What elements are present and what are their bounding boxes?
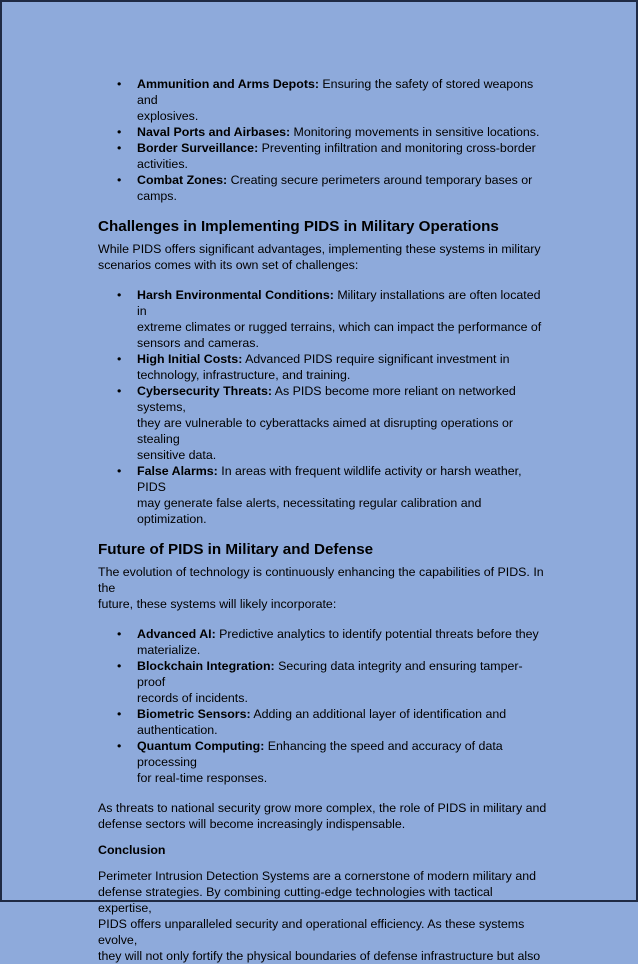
conclusion-paragraph: Perimeter Intrusion Detection Systems are a cornerstone of modern military and defense strategies. By combining cutting-edge technologies with tactical expertise, PIDS offers unparalleled security and operational efficiency. As these systems evolve, they will not only fortify the physical boundaries of defense infrastructure but also	[98, 869, 541, 963]
section-heading-challenges: Challenges in Implementing PIDS in Military Operations	[98, 218, 499, 235]
list-item: • Ammunition and Arms Depots: Ensuring the safety of stored weapons and explosives.	[98, 76, 548, 124]
future-outro: As threats to national security grow more complex, the role of PIDS in military and defense sectors will become increasingly indispensable.	[98, 801, 547, 831]
future-intro: The evolution of technology is continuously enhancing the capabilities of PIDS. In the future, these systems will likely incorporate:	[98, 565, 544, 611]
future-list	[98, 626, 548, 786]
deployment-list	[98, 76, 548, 204]
list-item: • Advanced AI: Predictive analytics to identify potential threats before they materialize.	[98, 626, 548, 658]
list-item: • Combat Zones: Creating secure perimeters around temporary bases or camps.	[98, 172, 548, 204]
list-item: • Harsh Environmental Conditions: Military installations are often located in extreme climates or rugged terrains, which can impact the performance of sensors and cameras.	[98, 287, 548, 351]
list-item: • Cybersecurity Threats: As PIDS become more reliant on networked systems, they are vulnerable to cyberattacks aimed at disrupting operations or stealing sensitive data.	[98, 383, 548, 463]
list-item: • High Initial Costs: Advanced PIDS require significant investment in technology, infrastructure, and training.	[98, 351, 548, 383]
list-item: • Biometric Sensors: Adding an additional layer of identification and authentication.	[98, 706, 548, 738]
document-body	[98, 76, 548, 964]
list-item: • Quantum Computing: Enhancing the speed and accuracy of data processing for real-time responses.	[98, 738, 548, 786]
list-item: • Border Surveillance: Preventing infiltration and monitoring cross-border activities.	[98, 140, 548, 172]
section-heading-conclusion: Conclusion	[98, 843, 166, 857]
challenges-intro: While PIDS offers significant advantages, implementing these systems in military scenarios comes with its own set of challenges:	[98, 242, 541, 272]
section-heading-future: Future of PIDS in Military and Defense	[98, 541, 374, 558]
list-item: • Blockchain Integration: Securing data integrity and ensuring tamper-proof records of incidents.	[98, 658, 548, 706]
challenges-list	[98, 287, 548, 527]
list-item: • Naval Ports and Airbases: Monitoring movements in sensitive locations.	[98, 124, 548, 140]
list-item: • False Alarms: In areas with frequent wildlife activity or harsh weather, PIDS may generate false alerts, necessitating regular calibration and optimization.	[98, 463, 548, 527]
